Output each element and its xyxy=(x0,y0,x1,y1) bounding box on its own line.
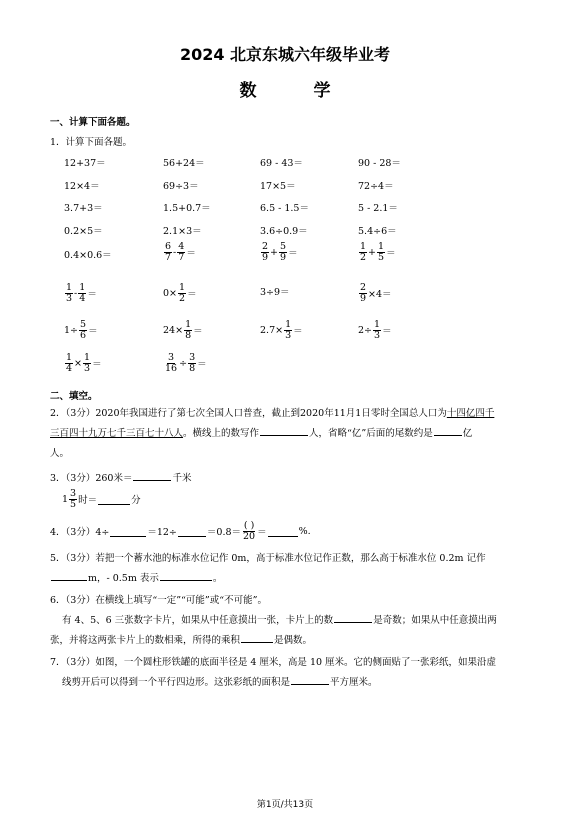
exam-title: 2024 北京东城六年级毕业考 xyxy=(179,45,391,64)
calc-r3c2: 1.5+0.7＝ xyxy=(163,203,211,214)
calc-r8c2: $\frac{3}{16}$ ÷ $\frac{3}{8}$ ＝ xyxy=(165,352,207,374)
fraction: $\frac{2}{9}$ xyxy=(360,282,367,304)
answer-blank[interactable] xyxy=(133,470,171,481)
calc-r5c1: 0.4×0.6＝ xyxy=(64,250,112,261)
fraction: $\frac{1}{4}$ xyxy=(66,352,73,374)
calc-r3c1: 3.7+3＝ xyxy=(64,203,103,214)
calc-r6c1: $\frac{1}{3}$ - $\frac{1}{4}$ ＝ xyxy=(66,282,97,304)
question-7: 7．（3分）如图，一个圆柱形铁罐的底面半径是 4 厘米，高是 10 厘米。它的侧面贴了一张彩纸，如果沿虚 线剪开后可以得到一个平行四边形。这张彩纸的面积是 平方厘米。 xyxy=(50,657,497,688)
calc-r5c4: $\frac{1}{2}$ + $\frac{1}{5}$ ＝ xyxy=(360,241,396,263)
answer-blank[interactable] xyxy=(241,632,273,643)
calc-r1c1: 12+37＝ xyxy=(64,158,106,169)
calc-r7c2: 24× $\frac{1}{8}$ ＝ xyxy=(163,319,203,341)
calc-r4c3: 3.6÷0.9＝ xyxy=(260,226,308,237)
calc-r2c2: 69÷3＝ xyxy=(163,181,199,192)
fraction: $\frac{1}{2}$ xyxy=(360,241,367,263)
calc-r3c3: 6.5 - 1.5＝ xyxy=(260,203,309,214)
fraction: $\frac{3}{5}$ xyxy=(70,488,77,510)
fraction-blank[interactable]: $\frac{( )}{20}$ xyxy=(243,520,256,542)
calc-r4c1: 0.2×5＝ xyxy=(64,226,103,237)
calc-r6c3: 3÷9＝ xyxy=(260,287,290,298)
calc-r1c4: 90 - 28＝ xyxy=(358,158,401,169)
section-2-heading: 二、填空。 xyxy=(50,391,98,402)
fraction: $\frac{5}{9}$ xyxy=(280,241,287,263)
calc-r6c2: 0× $\frac{1}{2}$ ＝ xyxy=(163,282,197,304)
calc-r7c4: 2÷ $\frac{1}{3}$ ＝ xyxy=(358,319,392,341)
calc-r7c1: 1÷ $\frac{5}{6}$ ＝ xyxy=(64,319,98,341)
fraction: $\frac{1}{2}$ xyxy=(179,282,186,304)
fraction: $\frac{5}{6}$ xyxy=(80,319,87,341)
answer-blank[interactable] xyxy=(334,612,372,623)
calc-r5c3: $\frac{2}{9}$ + $\frac{5}{9}$ ＝ xyxy=(262,241,298,263)
question-2: 2．（3分）2020年我国进行了第七次全国人口普查，截止到2020年11月1日零时全国总人口为十四亿四千 三百四十九万七千三百七十八人。横线上的数写作 人，省略“亿”后面的尾数约是 亿 人。 xyxy=(50,408,495,459)
calc-r2c1: 12×4＝ xyxy=(64,181,100,192)
calc-r2c3: 17×5＝ xyxy=(260,181,296,192)
calc-r2c4: 72÷4＝ xyxy=(358,181,394,192)
answer-blank[interactable] xyxy=(260,425,308,436)
calc-r1c2: 56+24＝ xyxy=(163,158,205,169)
answer-blank[interactable] xyxy=(160,570,212,581)
answer-blank[interactable] xyxy=(178,526,206,537)
fraction: $\frac{1}{5}$ xyxy=(378,241,385,263)
question-1-stem: 1．计算下面各题。 xyxy=(50,137,133,148)
calc-r3c4: 5 - 2.1＝ xyxy=(358,203,398,214)
fraction: $\frac{1}{3}$ xyxy=(84,352,91,374)
fraction: $\frac{1}{8}$ xyxy=(185,319,192,341)
answer-blank[interactable] xyxy=(434,425,462,436)
calc-r1c3: 69 - 43＝ xyxy=(260,158,303,169)
answer-blank[interactable] xyxy=(268,526,298,537)
fraction: $\frac{3}{8}$ xyxy=(189,352,196,374)
calc-r4c2: 2.1×3＝ xyxy=(163,226,202,237)
fraction: $\frac{1}{3}$ xyxy=(285,319,292,341)
question-4: 4．（3分）4÷ ＝12÷ ＝0.8＝ $\frac{( )}{20}$ ＝ %. xyxy=(50,520,311,542)
question-3-line1: 3．（3分）260米＝ 千米 xyxy=(50,470,192,484)
calc-r6c4: $\frac{2}{9}$ ×4＝ xyxy=(360,282,392,304)
calc-r8c1: $\frac{1}{4}$ × $\frac{1}{3}$ ＝ xyxy=(66,352,102,374)
fraction: $\frac{2}{9}$ xyxy=(262,241,269,263)
fraction: $\frac{3}{16}$ xyxy=(165,352,178,374)
calc-r5c2: $\frac{6}{7}$ - $\frac{4}{7}$ ＝ xyxy=(165,241,196,263)
fraction: $\frac{1}{3}$ xyxy=(66,282,73,304)
calc-r7c3: 2.7× $\frac{1}{3}$ ＝ xyxy=(260,319,303,341)
question-3-line2: 1 $\frac{3}{5}$ 时＝ 分 xyxy=(62,488,141,510)
question-5: 5．（3分）若把一个蓄水池的标准水位记作 0m，高于标准水位记作正数，那么高于标准水位 0.2m 记作 m，- 0.5m 表示 。 xyxy=(50,553,486,584)
fraction: $\frac{6}{7}$ xyxy=(165,241,172,263)
fraction: $\frac{4}{7}$ xyxy=(178,241,185,263)
answer-blank[interactable] xyxy=(98,494,130,505)
subject-title: 数 学 xyxy=(239,81,351,101)
answer-blank[interactable] xyxy=(291,674,329,685)
answer-blank[interactable] xyxy=(51,570,87,581)
answer-blank[interactable] xyxy=(110,526,146,537)
section-1-heading: 一、计算下面各题。 xyxy=(50,117,136,128)
fraction: $\frac{1}{4}$ xyxy=(79,282,86,304)
calc-r4c4: 5.4÷6＝ xyxy=(358,226,397,237)
question-6: 6．（3分）在横线上填写“一定”“可能”或“不可能”。 有 4、5、6 三张数字卡片，如果从中任意摸出一张，卡片上的数 是奇数；如果从中任意摸出两 张，并将这两张卡片上的数相乘，所得的乘积 是偶数。 xyxy=(50,595,497,646)
page-number: 第1页/共13页 xyxy=(256,800,314,810)
fraction: $\frac{1}{3}$ xyxy=(374,319,381,341)
